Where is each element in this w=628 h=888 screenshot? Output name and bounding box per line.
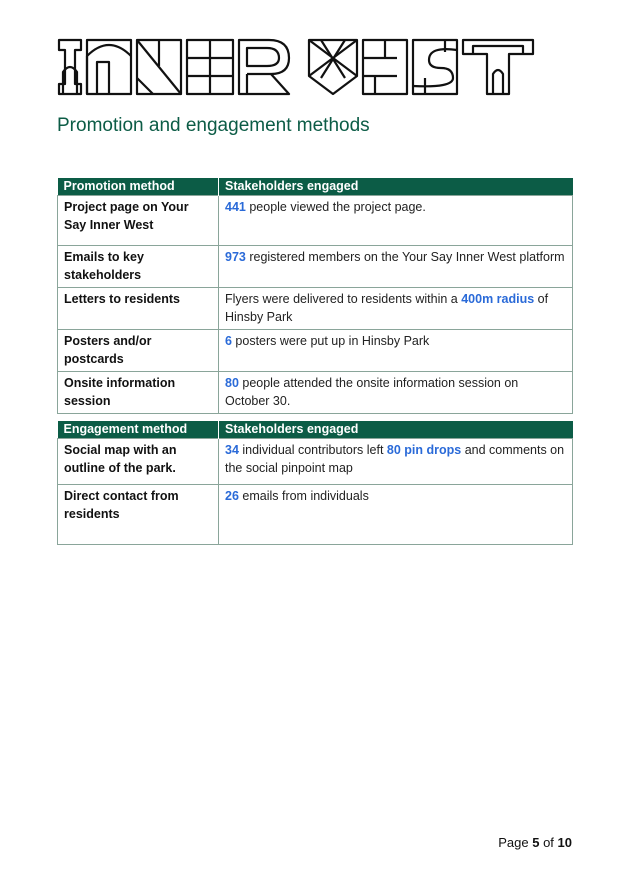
stakeholders-cell bbox=[219, 330, 573, 372]
page-title: Promotion and engagement methods bbox=[57, 115, 370, 136]
stakeholders-cell bbox=[219, 372, 573, 414]
table-row bbox=[58, 330, 573, 372]
total-pages: 10 bbox=[557, 835, 572, 850]
cell-text: and comments on the social pinpoint map bbox=[225, 443, 565, 475]
cell-text: posters were put up in Hinsby Park bbox=[231, 334, 430, 348]
stakeholders-cell bbox=[219, 288, 573, 330]
page-of: of bbox=[539, 835, 558, 850]
cell-text: of Hinsby Park bbox=[225, 292, 549, 324]
table-row bbox=[58, 372, 573, 414]
highlight-value: 34 bbox=[225, 443, 239, 457]
column-header: Engagement method bbox=[58, 421, 219, 439]
cell-text: individual contributors left bbox=[238, 443, 387, 457]
inner-west-logo bbox=[57, 38, 535, 96]
highlight-value: 80 pin drops bbox=[386, 443, 462, 457]
logo-letter-r bbox=[239, 40, 289, 94]
method-cell: Posters and/or postcards bbox=[58, 330, 219, 372]
highlight-value: 400m radius bbox=[461, 292, 535, 306]
table-header-row bbox=[58, 178, 573, 196]
cell-text: Flyers were delivered to residents within a bbox=[225, 292, 462, 306]
cell-text: people attended the onsite information session on October 30. bbox=[225, 376, 519, 408]
engagement-methods-table bbox=[57, 421, 573, 545]
table-row bbox=[58, 288, 573, 330]
logo-letter-n bbox=[87, 40, 131, 94]
logo-letter-i bbox=[59, 40, 81, 94]
column-header: Stakeholders engaged bbox=[225, 179, 359, 193]
stakeholders-cell bbox=[219, 246, 573, 288]
logo-letter-w bbox=[309, 40, 357, 94]
stakeholders-cell bbox=[219, 196, 573, 246]
table-row bbox=[58, 246, 573, 288]
promotion-methods-table bbox=[57, 178, 573, 414]
logo-letter-e bbox=[187, 40, 233, 94]
current-page: 5 bbox=[532, 835, 540, 850]
table-row bbox=[58, 439, 573, 485]
method-cell: Letters to residents bbox=[58, 288, 219, 330]
highlight-value: 80 bbox=[225, 376, 239, 390]
table-row bbox=[58, 196, 573, 246]
page-number bbox=[498, 835, 572, 850]
logo-letter-s bbox=[413, 40, 457, 94]
cell-text: people viewed the project page. bbox=[245, 200, 426, 214]
table-row bbox=[58, 485, 573, 545]
stakeholders-cell bbox=[219, 485, 573, 545]
column-header: Stakeholders engaged bbox=[225, 422, 359, 436]
table-header-row bbox=[58, 421, 573, 439]
logo-letter-n-2 bbox=[137, 40, 181, 94]
method-cell: Onsite information session bbox=[58, 372, 219, 414]
page-label: Page bbox=[498, 835, 533, 850]
column-header: Promotion method bbox=[58, 178, 219, 196]
method-cell: Social map with an outline of the park. bbox=[58, 439, 219, 485]
method-cell: Project page on Your Say Inner West bbox=[58, 196, 219, 246]
logo-letter-t bbox=[463, 40, 533, 94]
highlight-value: 973 bbox=[225, 250, 246, 264]
method-cell: Emails to key stakeholders bbox=[58, 246, 219, 288]
highlight-value: 6 bbox=[225, 334, 232, 348]
highlight-value: 441 bbox=[225, 200, 246, 214]
logo-letter-e-2 bbox=[363, 40, 407, 94]
highlight-value: 26 bbox=[225, 489, 239, 503]
cell-text: registered members on the Your Say Inner West platform bbox=[245, 250, 565, 264]
cell-text: emails from individuals bbox=[238, 489, 369, 503]
stakeholders-cell bbox=[219, 439, 573, 485]
method-cell: Direct contact from residents bbox=[58, 485, 219, 545]
